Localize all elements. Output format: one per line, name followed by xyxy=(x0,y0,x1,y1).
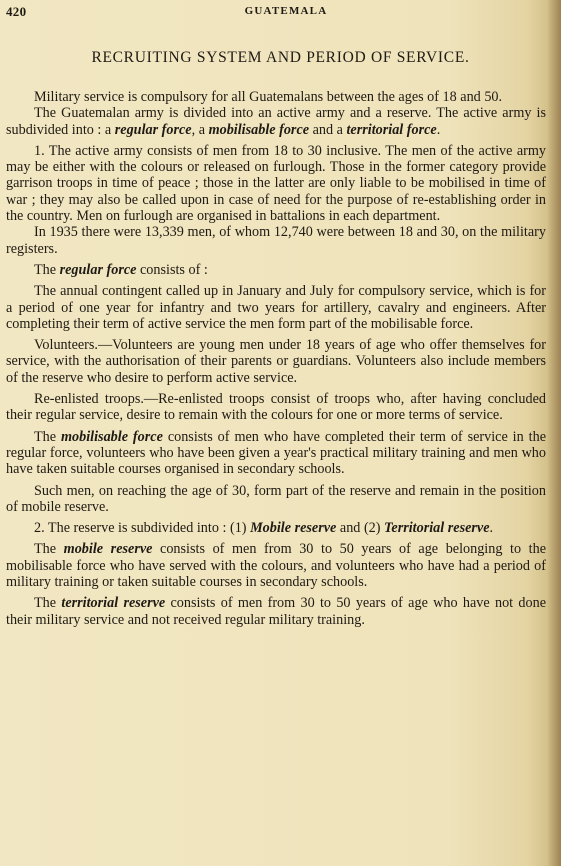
paragraph-army-division xyxy=(6,105,546,138)
text-run: consists of : xyxy=(136,261,208,278)
text-run: . xyxy=(489,520,494,537)
term-mobile-reserve: Mobile reserve xyxy=(250,520,337,537)
paragraph-regular-force-intro xyxy=(6,262,546,278)
term-territorial-reserve: Territorial reserve xyxy=(384,520,490,537)
text-run: The xyxy=(34,595,62,612)
term-mobile-reserve: mobile reserve xyxy=(63,541,153,558)
body-text xyxy=(6,89,546,628)
text-run: 2. The reserve is subdivided into : (1) xyxy=(34,520,251,537)
page-header xyxy=(6,4,546,20)
paragraph-active-army: 1. The active army consists of men from 18 to 30 inclusive. The men of the active army may be either with the colours or released on furlough. Those in the former category provide garrison troops in time of peace ; those in the latter are only liable to be mobilised in time of war ; they may also be called upon in case of need for the purpose of re-establishing order in the country. Men on furlough are organised in battalions in each department. xyxy=(6,142,546,225)
paragraph-re-enlisted: Re-enlisted troops.—Re-enlisted troops consist of troops who, after having concluded their regular service, desire to remain with the colours for one or more terms of service. xyxy=(6,391,546,424)
term-territorial-reserve: territorial reserve xyxy=(61,595,166,612)
paragraph-mobile-reserve xyxy=(6,541,546,590)
term-regular-force: regular force xyxy=(59,261,137,278)
text-run: consists of men from 30 to 50 years of age who have not done their military service and not received regular military training. xyxy=(6,595,547,628)
term-mobilisable-force: mobilisable force xyxy=(61,428,163,445)
section-title: RECRUITING SYSTEM AND PERIOD OF SERVICE. xyxy=(91,49,470,66)
term-regular-force: regular force xyxy=(114,121,192,138)
text-run: and a xyxy=(309,121,347,138)
term-mobilisable-force: mobilisable force xyxy=(208,121,310,138)
text-run: . xyxy=(436,121,441,138)
paragraph-age-30: Such men, on reaching the age of 30, form part of the reserve and remain in the position of mobile reserve. xyxy=(6,482,546,515)
paragraph-territorial-reserve xyxy=(6,595,546,628)
paragraph-1935-registers: In 1935 there were 13,339 men, of whom 12,740 were between 18 and 30, on the military registers. xyxy=(6,224,546,257)
text-run: The Guatemalan army is divided into an active army and a reserve. The active army is subdivided into : a xyxy=(6,105,546,138)
term-territorial-force: territorial force xyxy=(346,121,437,138)
text-run: The xyxy=(34,261,60,278)
paragraph-reserve-subdivision xyxy=(6,520,546,536)
text-run: The xyxy=(34,428,61,445)
paragraph-mobilisable-force xyxy=(6,429,546,478)
page-gutter-shadow xyxy=(547,0,561,866)
text-run: consists of men who have completed their term of service in the regular force, volunteers who have been given a year's practical military training and men who have taken suitable courses organised in secondary schools. xyxy=(6,428,546,478)
paragraph-age-range: Military service is compulsory for all Guatemalans between the ages of 18 and 50. xyxy=(34,89,503,105)
paragraph-volunteers: Volunteers.—Volunteers are young men under 18 years of age who offer themselves for service, with the authorisation of their parents or guardians. Volunteers also include members of the reserve who desire to perform active service. xyxy=(6,337,546,386)
text-run: and (2) xyxy=(336,520,385,537)
text-run: The xyxy=(34,541,64,558)
text-run: consists of men from 30 to 50 years of age belonging to the mobilisable force who have served with the colours, and volunteers who have had a period of military training or taken suitable courses in secondary schools. xyxy=(6,541,547,591)
text-run: , a xyxy=(191,121,209,138)
running-head: GUATEMALA xyxy=(244,5,328,17)
paragraph-annual-contingent: The annual contingent called up in January and July for compulsory service, which is for a period of one year for infantry and two years for artillery, cavalry and engineers. After completing their term of active service the men form part of the mobilisable force. xyxy=(6,283,546,332)
page-number: 420 xyxy=(6,4,27,19)
